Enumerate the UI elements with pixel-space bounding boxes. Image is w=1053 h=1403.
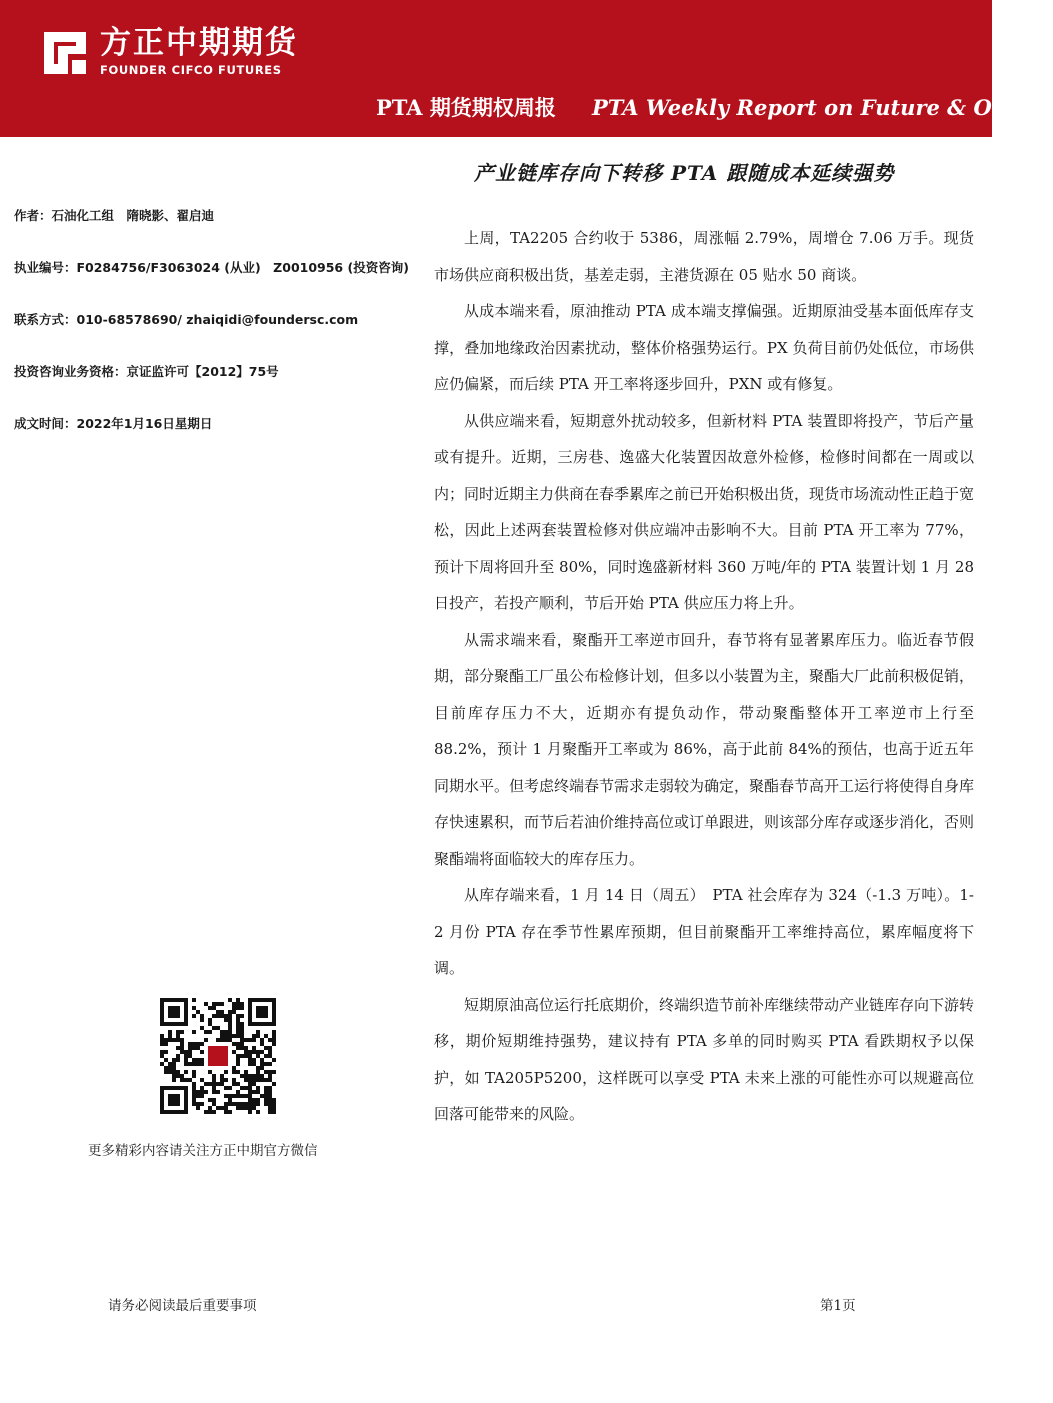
- report-body: [434, 220, 974, 1133]
- meta-date: 成文时间：2022年1月16日星期日: [14, 416, 213, 431]
- footer-notice: 请务必阅读最后重要事项: [108, 1298, 257, 1314]
- meta-qualification: 投资咨询业务资格：京证监许可【2012】75号: [14, 364, 279, 379]
- meta-contact: 联系方式：010-68578690/ zhaiqidi@foundersc.com: [14, 312, 359, 327]
- document-title: 产业链库存向下转移 PTA 跟随成本延续强势: [474, 161, 895, 185]
- paragraph-cost: 从成本端来看，原油推动 PTA 成本端支撑偏强。近期原油受基本面低库存支撑，叠加地缘政治因素扰动，整体价格强势运行。PX 负荷目前仍处低位，市场供应仍偏紧，而后续 PTA 开工率将逐步回升，PXN 或有修复。: [434, 302, 974, 393]
- qr-caption: 更多精彩内容请关注方正中期官方微信: [88, 1143, 318, 1159]
- paragraph-market-summary: 上周，TA2205 合约收于 5386，周涨幅 2.79%，周增仓 7.06 万手。现货市场供应商积极出货，基差走弱，主港货源在 05 贴水 50 商谈。: [434, 229, 974, 284]
- logo-chinese-name: 方正中期期货: [100, 25, 298, 61]
- meta-license: 执业编号：F0284756/F3063024 (从业) Z0010956 (投资咨询): [14, 260, 409, 275]
- paragraph-supply: 从供应端来看，短期意外扰动较多，但新材料 PTA 装置即将投产，节后产量或有提升。近期，三房巷、逸盛大化装置因故意外检修，检修时间都在一周或以内；同时近期主力供商在春季累库之前已开始积极出货，现货市场流动性正趋于宽松，因此上述两套装置检修对供应端冲击影响不大。目前 PTA 开工率为 77%，预计下周将回升至 80%，同时逸盛新材料 360 万吨/年的 PTA 装置计划 1 月 28 日投产，若投产顺利，节后开始 PTA 供应压力将上升。: [434, 411, 975, 612]
- paragraph-strategy: 短期原油高位运行托底期价，终端织造节前补库继续带动产业链库存向下游转移，期价短期维持强势，建议持有 PTA 多单的同时购买 PTA 看跌期权予以保护，如 TA205P5200，这样既可以享受 PTA 未来上涨的可能性亦可以规避高位回落可能带来的风险。: [434, 995, 975, 1123]
- report-title-chinese: PTA 期货期权周报: [376, 95, 556, 120]
- header-divider: [0, 135, 992, 137]
- meta-author: 作者：石油化工组 隋晓影、翟启迪: [14, 208, 215, 223]
- page-number: 第1页: [820, 1298, 856, 1314]
- logo-english-name: FOUNDER CIFCO FUTURES: [100, 63, 282, 77]
- founder-logo-icon: [40, 28, 90, 78]
- paragraph-inventory: 从库存端来看，1 月 14 日（周五） PTA 社会库存为 324（-1.3 万吨）。1-2 月份 PTA 存在季节性累库预期，但目前聚酯开工率维持高位，累库幅度将下调。: [434, 886, 974, 977]
- wechat-qr-code-icon: [160, 998, 276, 1114]
- paragraph-demand: 从需求端来看，聚酯开工率逆市回升，春节将有显著累库压力。临近春节假期，部分聚酯工厂虽公布检修计划，但多以小装置为主，聚酯大厂此前积极促销，目前库存压力不大，近期亦有提负动作，带动聚酯整体开工率逆市上行至 88.2%，预计 1 月聚酯开工率或为 86%，高于此前 84%的预估，也高于近五年同期水平。但考虑终端春节需求走弱较为确定，聚酯春节高开工运行将使得自身库存快速累积，而节后若油价维持高位或订单跟进，则该部分库存或逐步消化，否则聚酯端将面临较大的库存压力。: [434, 630, 975, 868]
- report-title-english: PTA Weekly Report on Future & Option: [592, 95, 1053, 120]
